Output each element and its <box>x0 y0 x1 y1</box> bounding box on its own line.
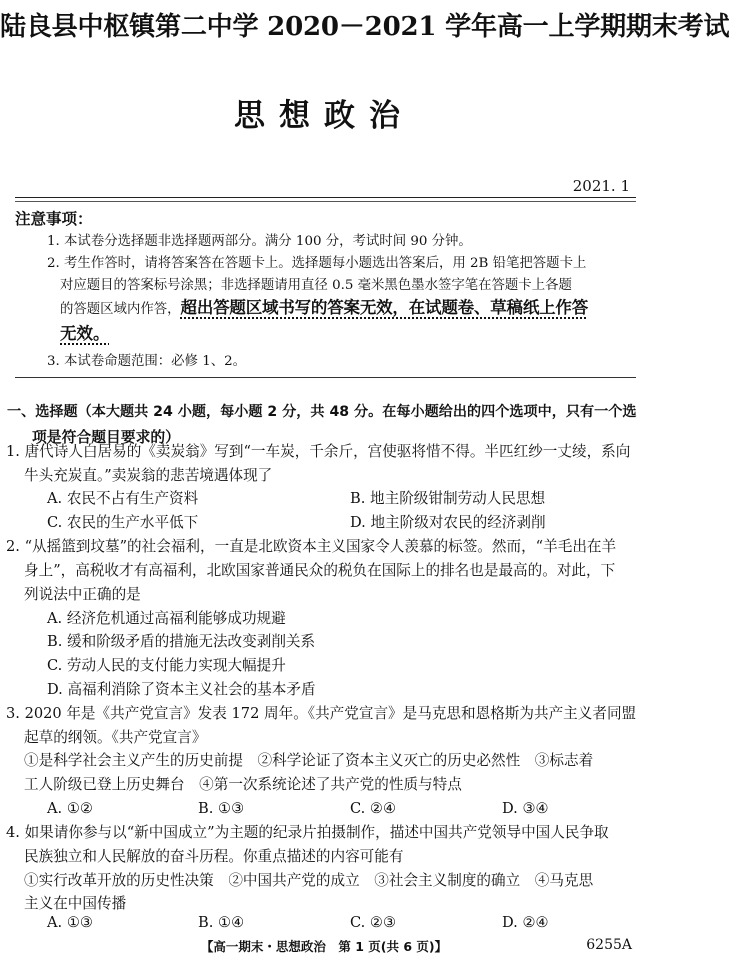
q1-option-d: D. 地主阶级对农民的经济剥削 <box>350 514 546 531</box>
notice-heading: 注意事项： <box>15 210 93 228</box>
section-rule <box>15 377 636 378</box>
q4-option-a: A. ①③ <box>47 914 93 931</box>
notice-item-3: 3. 本试卷命题范围：必修 1、2。 <box>47 354 247 369</box>
q3-stem-line-2: 起草的纲领。《共产党宣言》 <box>24 729 207 746</box>
q1-option-c: C. 农民的生产水平低下 <box>47 514 199 531</box>
q3-option-d: D. ③④ <box>502 800 549 817</box>
q3-stem-line-3: ①是科学社会主义产生的历史前提 ②科学论证了资本主义灭亡的历史必然性 ③标志着 <box>24 752 594 769</box>
q2-option-c: C. 劳动人民的支付能力实现大幅提升 <box>47 657 286 674</box>
q4-stem-line-3: ①实行改革开放的历史性决策 ②中国共产党的成立 ③社会主义制度的确立 ④马克思 <box>24 872 594 889</box>
q4-stem-line-2: 民族独立和人民解放的奋斗历程。你重点描述的内容可能有 <box>24 848 404 865</box>
q2-option-a: A. 经济危机通过高福利能够成功规避 <box>47 610 286 627</box>
q3-stem-line-4: 工人阶级已登上历史舞台 ④第一次系统论述了共产党的性质与特点 <box>24 776 462 793</box>
notice-emphasis: 超出答题区域书写的答案无效，在试题卷、草稿纸上作答 <box>180 298 589 317</box>
q4-option-b: B. ①④ <box>198 914 245 931</box>
notice-item-1: 1. 本试卷分选择题非选择题两部分。满分 100 分，考试时间 90 分钟。 <box>47 234 472 249</box>
q3-option-b: B. ①③ <box>198 800 245 817</box>
q3-option-c: C. ②④ <box>350 800 397 817</box>
q1-stem-line-1: 1. 唐代诗人白居易的《卖炭翁》写到“一车炭，千余斤，宫使驱将惜不得。半匹红纱一丈绫，系向 <box>6 443 631 460</box>
q1-option-b: B. 地主阶级钳制劳动人民思想 <box>350 490 546 507</box>
q2-option-d: D. 高福利消除了资本主义社会的基本矛盾 <box>47 681 316 698</box>
notice-item-2-line-3-text: 的答题区域内作答， <box>60 302 181 317</box>
notice-item-2-line-3 <box>60 297 588 321</box>
exam-date: 2021. 1 <box>572 177 630 195</box>
q3-option-a: A. ①② <box>47 800 93 817</box>
notice-item-2: 2. 考生作答时，请将答案答在答题卡上。选择题每小题选出答案后，用 2B 铅笔把答题卡上 <box>47 256 587 271</box>
section-heading-line-1: 一、选择题（本大题共 24 小题，每小题 2 分，共 48 分。在每小题给出的四个选项中，只有一个选 <box>7 404 637 420</box>
q4-option-c: C. ②③ <box>350 914 397 931</box>
q1-stem-line-2: 牛头充炭直。”卖炭翁的悲苦境遇体现了 <box>24 467 273 484</box>
q4-option-d: D. ②④ <box>502 914 549 931</box>
subject-title: 思想政治 <box>234 98 414 134</box>
notice-emphasis-end: 无效。 <box>60 324 110 343</box>
notice-item-2-line-4 <box>60 323 110 345</box>
exam-code: 6255A <box>586 937 632 953</box>
header-rule <box>15 197 636 198</box>
q2-stem-line-3: 列说法中正确的是 <box>24 586 141 603</box>
exam-title: 陆良县中枢镇第二中学 2020－2021 学年高一上学期期末考试 <box>0 12 729 42</box>
header-rule-thin <box>15 201 636 202</box>
q1-option-a: A. 农民不占有生产资料 <box>47 490 199 507</box>
q2-stem-line-1: 2. “从摇篮到坟墓”的社会福利，一直是北欧资本主义国家令人羡慕的标签。然而，“羊毛出在羊 <box>6 538 617 555</box>
q3-stem-line-1: 3. 2020 年是《共产党宣言》发表 172 周年。《共产党宣言》是马克思和恩格斯为共产主义者同盟 <box>6 705 637 722</box>
notice-item-2-line-2: 对应题目的答案标号涂黑；非选择题请用直径 0.5 毫米黑色墨水签字笔在答题卡上各题 <box>60 278 572 293</box>
q4-stem-line-4: 主义在中国传播 <box>24 895 127 912</box>
q4-stem-line-1: 4. 如果请你参与以“新中国成立”为主题的纪录片拍摄制作，描述中国共产党领导中国人民争取 <box>6 824 609 841</box>
q2-stem-line-2: 身上”，高税收才有高福利，北欧国家普通民众的税负在国际上的排名也是最高的。对此，下 <box>24 562 616 579</box>
q2-option-b: B. 缓和阶级矛盾的措施无法改变剥削关系 <box>47 633 316 650</box>
page-footer: 【高一期末・思想政治 第 1 页(共 6 页)】 <box>200 939 448 954</box>
section-heading-line-2: 项是符合题目要求的） <box>32 429 180 446</box>
